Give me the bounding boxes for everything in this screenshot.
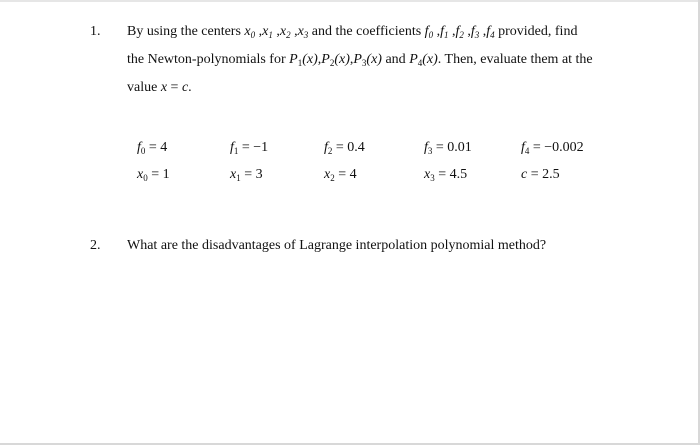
coef-eq-f3: $f_3 = 0.01$ — [424, 140, 472, 156]
question-1-number: 1. — [90, 24, 101, 39]
center-eq-x0: $x_0 = 1$ — [137, 167, 170, 183]
coef-f3: $f_3$ — [470, 24, 480, 40]
center-x0: $x_0$ — [244, 24, 256, 40]
q1-line2-text-b: . Then, evaluate them at the — [437, 52, 593, 67]
center-eq-x1: $x_1 = 3$ — [230, 167, 263, 183]
eval-end: . — [188, 80, 192, 95]
q1-line1-text-c: provided, find — [494, 24, 578, 39]
center-x3: $x_3$ — [297, 24, 309, 40]
eval-var: x — [160, 80, 168, 95]
eval-val: c — [181, 80, 189, 95]
question-2-text: What are the disadvantages of Lagrange interpolation polynomial method? — [127, 238, 547, 253]
q1-line2-and: and — [381, 52, 410, 67]
coef-eq-f1: $f_1 = -1$ — [230, 140, 269, 156]
q1-line1-text-b: and the coefficients — [308, 24, 425, 39]
coef-eq-f0: $f_0 = 4$ — [137, 140, 168, 156]
poly-p2: $P_2(x)$ — [321, 52, 350, 68]
q1-line3-text-a: value — [127, 80, 161, 95]
center-x1: $x_1$ — [262, 24, 273, 40]
eval-eq: = — [167, 80, 182, 95]
question-2-number: 2. — [90, 238, 101, 253]
top-edge — [0, 0, 700, 2]
poly-p3: $P_3(x)$ — [353, 52, 382, 68]
poly-p1: $P_1(x)$ — [289, 52, 318, 68]
eval-point-c: c = 2.5 — [521, 167, 560, 182]
coef-f1: $f_1$ — [440, 24, 449, 40]
coef-eq-f2: $f_2 = 0.4$ — [324, 140, 365, 156]
coef-f2: $f_2$ — [455, 24, 464, 40]
q1-line1-text-a: By using the centers — [127, 24, 245, 39]
q1-line2-text-a: the Newton-polynomials for — [127, 52, 290, 67]
question-1-line-1: By using the centers $x_0$ $,x_1$ $,x_2$ $,x_3$ and the coefficients $f_0$ $,f_1$ $,f_2$ $,f_3$ $,f_4$ provided, find — [127, 24, 578, 40]
center-eq-x2: $x_2 = 4$ — [324, 167, 357, 183]
center-eq-x3: $x_3 = 4.5$ — [424, 167, 468, 183]
question-1-line-3 — [127, 80, 192, 96]
coef-eq-f4: $f_4 = -0.002$ — [521, 140, 584, 156]
coef-f4: $f_4$ — [486, 24, 495, 40]
question-1-line-2: the Newton-polynomials for $P_1(x),P_2(x),P_3(x)$ and $P_4(x)$. Then, evaluate them at the — [127, 52, 593, 68]
poly-p4: $P_4(x)$ — [409, 52, 438, 68]
coef-f0: $f_0$ — [424, 24, 434, 40]
center-x2: $x_2$ — [279, 24, 291, 40]
